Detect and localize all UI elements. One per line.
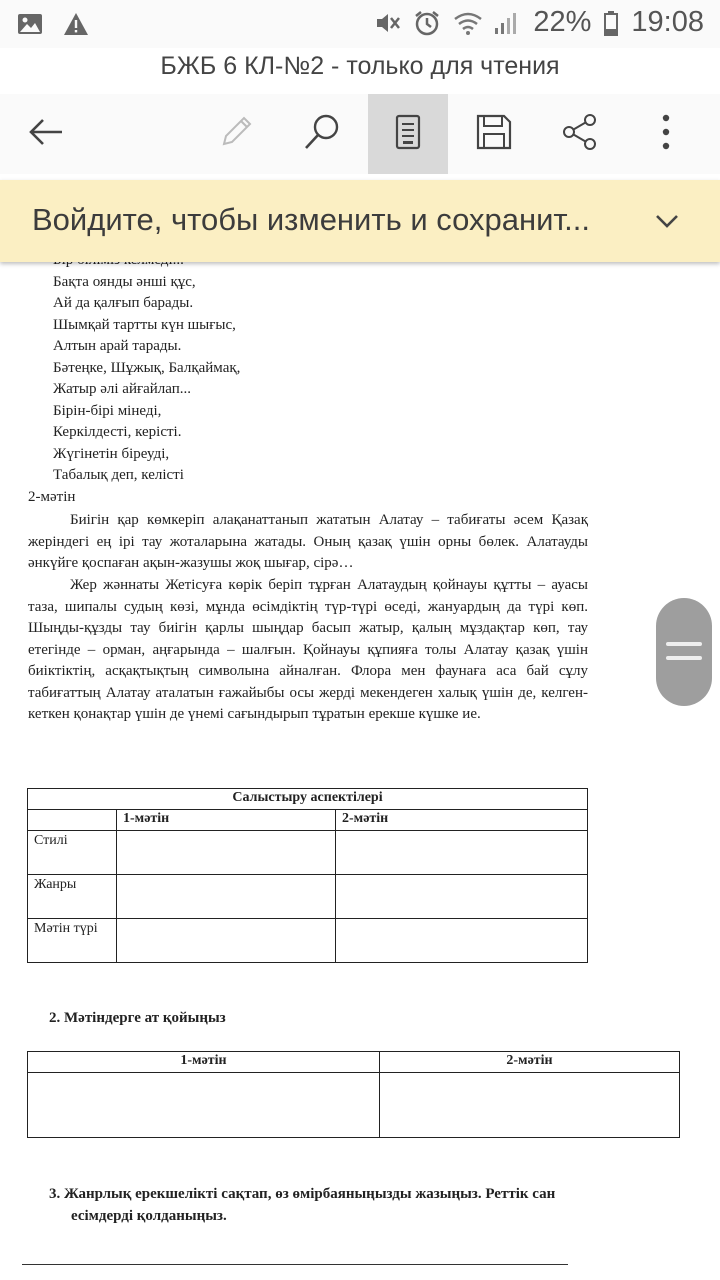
table-cell <box>28 1073 380 1138</box>
wifi-icon <box>453 9 481 37</box>
search-button[interactable] <box>282 94 362 174</box>
sign-in-banner[interactable] <box>0 180 720 262</box>
status-bar <box>0 0 720 48</box>
toolbar <box>0 94 720 174</box>
warning-icon <box>62 10 90 38</box>
battery-percent: 22% <box>533 6 592 38</box>
clock: 19:08 <box>631 6 704 38</box>
table-cell <box>117 919 336 963</box>
signal-icon <box>493 9 521 37</box>
save-icon <box>474 112 514 157</box>
poem-line: Табалық деп, келісті <box>53 467 184 483</box>
image-notification-icon <box>16 10 44 38</box>
table-corner-cell <box>28 810 117 831</box>
edit-button[interactable] <box>196 94 276 174</box>
handle-grip-line <box>666 656 702 660</box>
table-cell <box>380 1073 680 1138</box>
row-header: Жанры <box>28 875 117 919</box>
mute-icon <box>373 9 401 37</box>
document-title: БЖБ 6 КЛ-№2 - только для чтения <box>160 52 560 80</box>
search-icon <box>302 112 342 157</box>
title-table <box>27 1051 680 1138</box>
table-cell <box>336 831 588 875</box>
pencil-icon <box>216 112 256 157</box>
poem <box>53 250 240 487</box>
comparison-table <box>27 788 588 963</box>
reading-view-icon <box>388 112 428 157</box>
back-button[interactable] <box>6 94 86 174</box>
column-header: 1-мәтін <box>28 1052 380 1073</box>
banner-text: Войдите, чтобы изменить и сохранит... <box>32 202 591 237</box>
answer-line <box>22 1264 568 1265</box>
paragraph-1: Биігін қар көмкеріп алақанаттанып жататын Алатау – табиғаты әсем Қазақ жеріндегі ең ірі тау жоталарына жатады. Оның қазақ үшін орны бөлек. Алатауды әнкүйге қоспаған ақын-жазушы жоқ шығар, сірә… <box>28 512 588 571</box>
poem-line: Жүгінетін біреуді, <box>53 445 170 462</box>
save-button[interactable] <box>454 94 534 174</box>
row-header: Мәтін түрі <box>28 919 117 963</box>
table-cell <box>336 919 588 963</box>
paragraph-2: Жер жәннаты Жетісуға көрік беріп тұрған Алатаудың қойнауы құтты – ауасы таза, шипалы судың көзі, мұнда өсімдіктің түр-түрі өседі, жануардың да түрі көп. Шыңды-құзды тау биігін қарлы шыңдар басып жатыр, қалың мұздақтар көп, тау етегінде – орман, аңғарында – шалғын. Қойнауы құпияға толы Алатау қазақ үшін биіктіктің, асқақтықтың символына айналған. Флора мен фаунаға аса бай сұлу табиғаттың Алатау аталатын ғажайыбы осы жерді мекендеген халық үшін де, келген-кеткен қонақтар үшін де үнемі сағындырып тұратын ерекше күшке ие. <box>28 577 588 722</box>
table-title: Салыстыру аспектілері <box>28 789 588 810</box>
table-cell <box>336 875 588 919</box>
handle-grip-line <box>666 642 702 646</box>
share-button[interactable] <box>540 94 620 174</box>
chevron-down-icon[interactable] <box>654 208 680 239</box>
column-header: 1-мәтін <box>117 810 336 831</box>
row-header: Стилі <box>28 831 117 875</box>
scroll-handle[interactable] <box>656 598 712 706</box>
table-cell <box>117 875 336 919</box>
question-3-line-2: есімдерді қолданыңыз. <box>71 1207 227 1224</box>
reading-mode-button[interactable] <box>368 94 448 174</box>
back-arrow-icon <box>26 112 66 157</box>
battery-icon <box>603 9 619 37</box>
poem-line: Бақта оянды әнші құс, <box>53 273 196 290</box>
question-2: 2. Мәтіндерге ат қойыңыз <box>49 1010 226 1026</box>
poem-line: Керкілдесті, керісті. <box>53 424 182 440</box>
poem-line: Бәтеңке, Шұжық, Балқаймақ, <box>53 359 241 376</box>
text2-label: 2-мәтін <box>28 489 76 505</box>
poem-line: Алтын арай тарады. <box>53 338 182 354</box>
question-3-line-1: 3. Жанрлық ерекшелікті сақтап, өз өмірбаяныңызды жазыңыз. Реттік сан <box>49 1186 556 1202</box>
question-3 <box>49 1184 594 1227</box>
document-page <box>0 244 720 1280</box>
alarm-icon <box>413 9 441 37</box>
more-options-button[interactable] <box>626 94 706 174</box>
poem-line: Бірін-бірі мінеді, <box>53 402 162 419</box>
share-icon <box>560 112 600 157</box>
column-header: 2-мәтін <box>380 1052 680 1073</box>
poem-line: Жатыр әлі айғайлап... <box>53 381 192 397</box>
table-cell <box>117 831 336 875</box>
column-header: 2-мәтін <box>336 810 588 831</box>
poem-line: Шымқай тартты күн шығыс, <box>53 316 236 333</box>
more-vert-icon <box>646 112 686 157</box>
poem-line: Ай да қалғып барады. <box>53 295 194 311</box>
